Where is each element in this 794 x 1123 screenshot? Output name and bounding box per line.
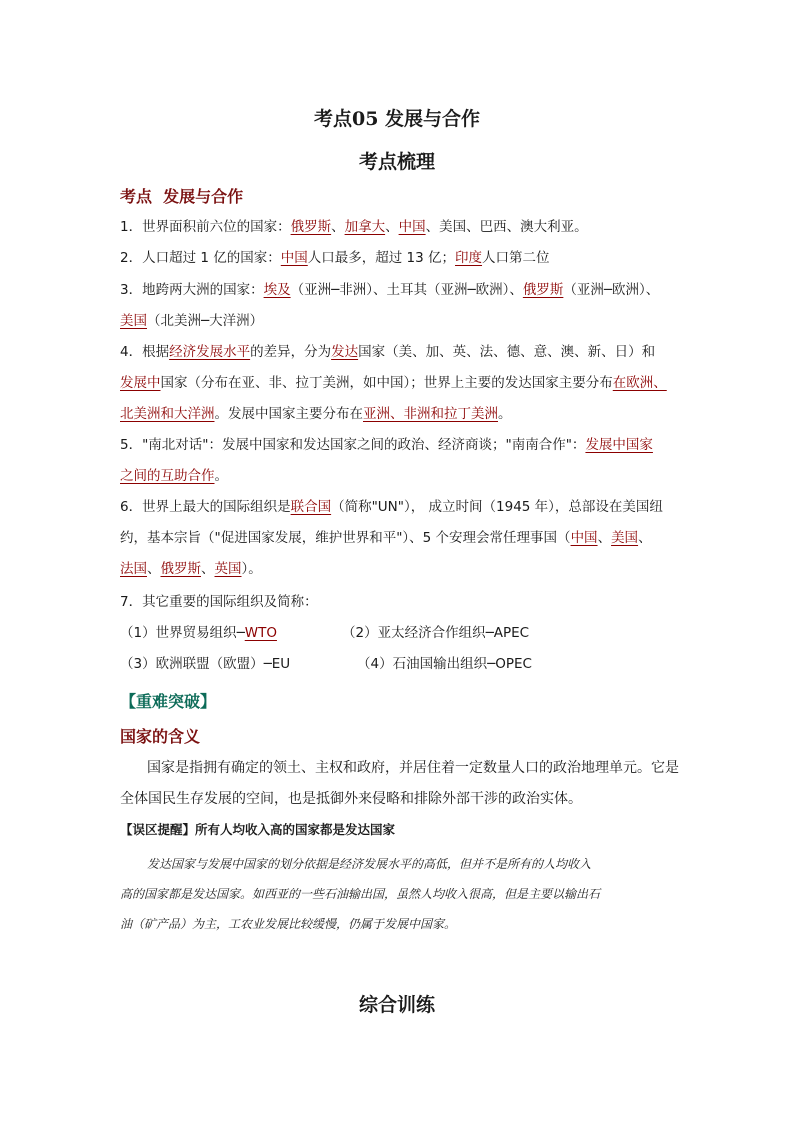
answer-text: 中国 (280, 250, 308, 266)
item-6-cont2: 法国、俄罗斯、英国）。 (120, 561, 262, 577)
org-item-3: （3）欧洲联盟（欧盟）─EU (120, 656, 291, 672)
section-heading-state: 国家的含义 (120, 727, 201, 746)
item-7: 7．其它重要的国际组织及简称： (120, 594, 318, 610)
answer-text: 埃及 (263, 282, 291, 298)
section-heading-review: 考点梳理 (358, 151, 435, 173)
tip-line: 发达国家与发展中国家的划分依据是经济发展水平的高低，但并不是所有的人均收入 (147, 857, 592, 871)
section-heading-practice: 综合训练 (358, 994, 435, 1016)
item-4-cont: 发展中国家（分布在亚、非、拉丁美洲，如中国）；世界上主要的发达国家主要分布在欧洲、 (120, 375, 667, 391)
item-6-cont: 约，基本宗旨（"促进国家发展，维护世界和平"）、5 个安理会常任理事国（中国、美国、 (120, 530, 652, 546)
item-4: 4．根据经济发展水平的差异，分为发达国家（美、加、英、法、德、意、澳、新、日）和 (120, 344, 656, 360)
item-6: 6．世界上最大的国际组织是联合国（简称"UN"）， 成立时间（1945 年），总部设在美国纽 (120, 499, 663, 515)
answer-text: 中国 (570, 530, 598, 546)
answer-text: 美国 (611, 530, 639, 546)
answer-text: 俄罗斯 (522, 282, 564, 298)
answer-text: 经济发展水平 (169, 344, 251, 360)
tip-heading: 【误区提醒】所有人均收入高的国家都是发达国家 (120, 822, 396, 837)
item-5: 5．"南北对话"：发展中国家和发达国家之间的政治、经济商谈；"南南合作"：发展中国家 (120, 437, 653, 453)
answer-text: WTO (244, 625, 277, 641)
answer-text: 俄罗斯 (160, 561, 201, 577)
paragraph-line: 全体国民生存发展的空间，也是抵御外来侵略和排除外部干涉的政治实体。 (120, 791, 582, 807)
answer-text: 联合国 (290, 499, 332, 515)
item-3-cont: 美国（北美洲─大洋洲） (120, 313, 264, 329)
answer-text: 发展中 (120, 375, 161, 391)
answer-text: 印度 (455, 250, 483, 266)
item-5-cont: 之间的互助合作。 (120, 468, 228, 484)
answer-text: 在欧洲、 (612, 375, 667, 391)
answer-text: 发达 (331, 344, 359, 360)
answer-text: 俄罗斯 (290, 219, 332, 235)
section-heading-hard-points: 【重难突破】 (120, 692, 217, 711)
answer-text: 亚洲、非洲和拉丁美洲 (363, 406, 498, 422)
item-3: 3．地跨两大洲的国家：埃及（亚洲─非洲）、土耳其（亚洲─欧洲）、俄罗斯（亚洲─欧洲）、 (120, 282, 660, 298)
answer-text: 加拿大 (344, 219, 386, 235)
org-item-4: （4）石油国输出组织─OPEC (357, 656, 532, 672)
page-title: 考点05 发展与合作 (313, 108, 481, 130)
tip-line: 高的国家都是发达国家。如西亚的一些石油输出国，虽然人均收入很高，但是主要以输出石 (120, 887, 601, 901)
answer-text: 美国 (120, 313, 147, 329)
answer-text: 北美洲和大洋洲 (120, 406, 215, 422)
section-heading-topic: 考点 发展与合作 (120, 187, 244, 206)
answer-text: 之间的互助合作 (120, 468, 215, 484)
item-4-cont2: 北美洲和大洋洲。发展中国家主要分布在亚洲、非洲和拉丁美洲。 (120, 406, 512, 422)
answer-text: 法国 (120, 561, 147, 577)
item-2: 2．人口超过 1 亿的国家：中国人口最多，超过 13 亿；印度人口第二位 (120, 250, 550, 266)
answer-text: 中国 (398, 219, 426, 235)
paragraph-line: 国家是指拥有确定的领土、主权和政府，并居住着一定数量人口的政治地理单元。它是 (147, 760, 679, 776)
answer-text: 发展中国家 (585, 437, 653, 453)
item-1: 1．世界面积前六位的国家：俄罗斯、加拿大、中国、美国、巴西、澳大利亚。 (120, 219, 588, 235)
org-item-2: （2）亚太经济合作组织─APEC (342, 625, 530, 641)
org-item-1: （1）世界贸易组织─WTO (120, 625, 277, 641)
tip-line: 油（矿产品）为主，工农业发展比较缓慢，仍属于发展中国家。 (120, 917, 457, 931)
answer-text: 英国 (214, 561, 242, 577)
